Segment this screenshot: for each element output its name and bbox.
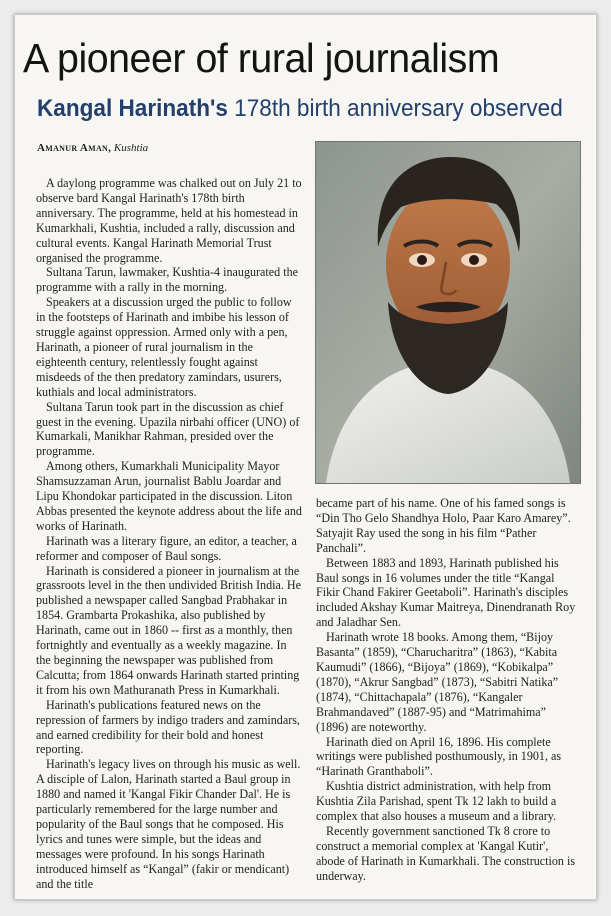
portrait-illustration — [316, 142, 580, 483]
subheadline — [37, 94, 563, 124]
paragraph: Sultana Tarun, lawmaker, Kushtia-4 inaugurated the programme with a rally in the morning. — [36, 265, 299, 295]
paragraph: Sultana Tarun took part in the discussion as chief guest in the evening. Upazila nirbahi officer (UNO) of Kumarkali, Manikhar Rahman, presided over the programme. — [36, 399, 300, 459]
byline — [37, 141, 148, 155]
paragraph: became part of his name. One of his famed songs is “Din Tho Gelo Shandhya Holo, Paar Karo Amarey”. Satyajit Ray used the song in his film “Pather Panchali”. — [316, 496, 571, 555]
paragraph: Harinath wrote 18 books. Among them, “Bijoy Basanta” (1859), “Charucharitra” (1863), “Kabita Kaumudi” (1866), “Bijoya” (1869), “Kobikalpa” (1870), “Akrur Sangbad” (1873), “Sabitri Natika” (1874), “Chittachapala” (1876), “Kangaler Brahmandaved” (1887-95) and “Matrimahima” (1896) are noteworthy. — [316, 630, 559, 734]
paragraph: Harinath's publications featured news on the repression of farmers by indigo traders and zamindars, and earned credibility for their bold and honest reporting. — [36, 697, 300, 757]
paragraph: Speakers at a discussion urged the public to follow in the footsteps of Harinath and imbibe his lesson of struggle against oppression. Armed only with a pen, Harinath, a pioneer of rural journalism in the eighteenth century, relentlessly fought against misdeeds of the then predatory zamindars, usurers, kuthials and local administrators. — [36, 295, 292, 399]
article-column-1 — [36, 176, 302, 892]
paragraph: Recently government sanctioned Tk 8 crore to construct a memorial complex at 'Kangal Kutir', abode of Harinath in Kumarkhali. The construction is underway. — [316, 823, 576, 883]
paragraph: Harinath's legacy lives on through his music as well. A disciple of Lalon, Harinath started a Baul group in 1880 and named it 'Kangal Fikir Chander Dal'. He is particularly remembered for the large number and popularity of the Baul songs that he composed. His lyrics and tunes were simple, but the ideas and messages were profound. In his songs Harinath introduced himself as “Kangal” (fakir or mendicant) and the title — [36, 757, 301, 891]
subhead-name: Kangal Harinath's — [37, 95, 228, 122]
paragraph: Harinath died on April 16, 1896. His complete writings were published posthumously, in 1901, as “Harinath Granthaboli”. — [316, 734, 562, 779]
article-column-2 — [316, 496, 578, 884]
paragraph: Kushtia district administration, with help from Kushtia Zila Parishad, spent Tk 12 lakh to build a complex that also houses a museum and a library. — [316, 779, 557, 824]
headline: A pioneer of rural journalism — [23, 35, 500, 81]
subhead-text: 178th birth anniversary observed — [227, 95, 563, 122]
paragraph: Between 1883 and 1893, Harinath published his Baul songs in 16 volumes under the title “Kangal Fikir Chand Fakirer Geetaboli”. Harinath's disciples included Akshay Kumar Maitreya, Dinendranath Roy and Jaladhar Sen. — [316, 555, 576, 630]
paragraph: Harinath was a literary figure, an editor, a teacher, a reformer and composer of Baul songs. — [36, 533, 297, 563]
byline-location: Kushtia — [113, 142, 149, 154]
paragraph: A daylong programme was chalked out on July 21 to observe bard Kangal Harinath's 178th birth anniversary. The programme, held at his homestead in Kumarkhali, Kushtia, included a rally, discussion and cultural events. Kangal Harinath Memorial Trust organised the programme. — [36, 176, 302, 265]
byline-author: Amanur Aman, — [37, 142, 112, 154]
paragraph: Among others, Kumarkhali Municipality Mayor Shamsuzzaman Arun, journalist Bablu Joardar and Lipu Khondokar participated in the discussion. Liton Abbas presented the keynote address about the life and works of Harinath. — [36, 459, 302, 533]
paragraph: Harinath is considered a pioneer in journalism at the grassroots level in the then undivided British India. He published a newspaper called Sangbad Prabhakar in 1854. Grambarta Prokashika, also published by Harinath, came out in 1860 -- first as a monthly, then fortnightly and eventually as a weekly magazine. In the beginning the newspaper was published from Calcutta; from 1864 onwards Harinath started printing it from his own Mathuranath Press in Kumarkhali. — [36, 563, 302, 697]
portrait-photo — [315, 141, 581, 484]
